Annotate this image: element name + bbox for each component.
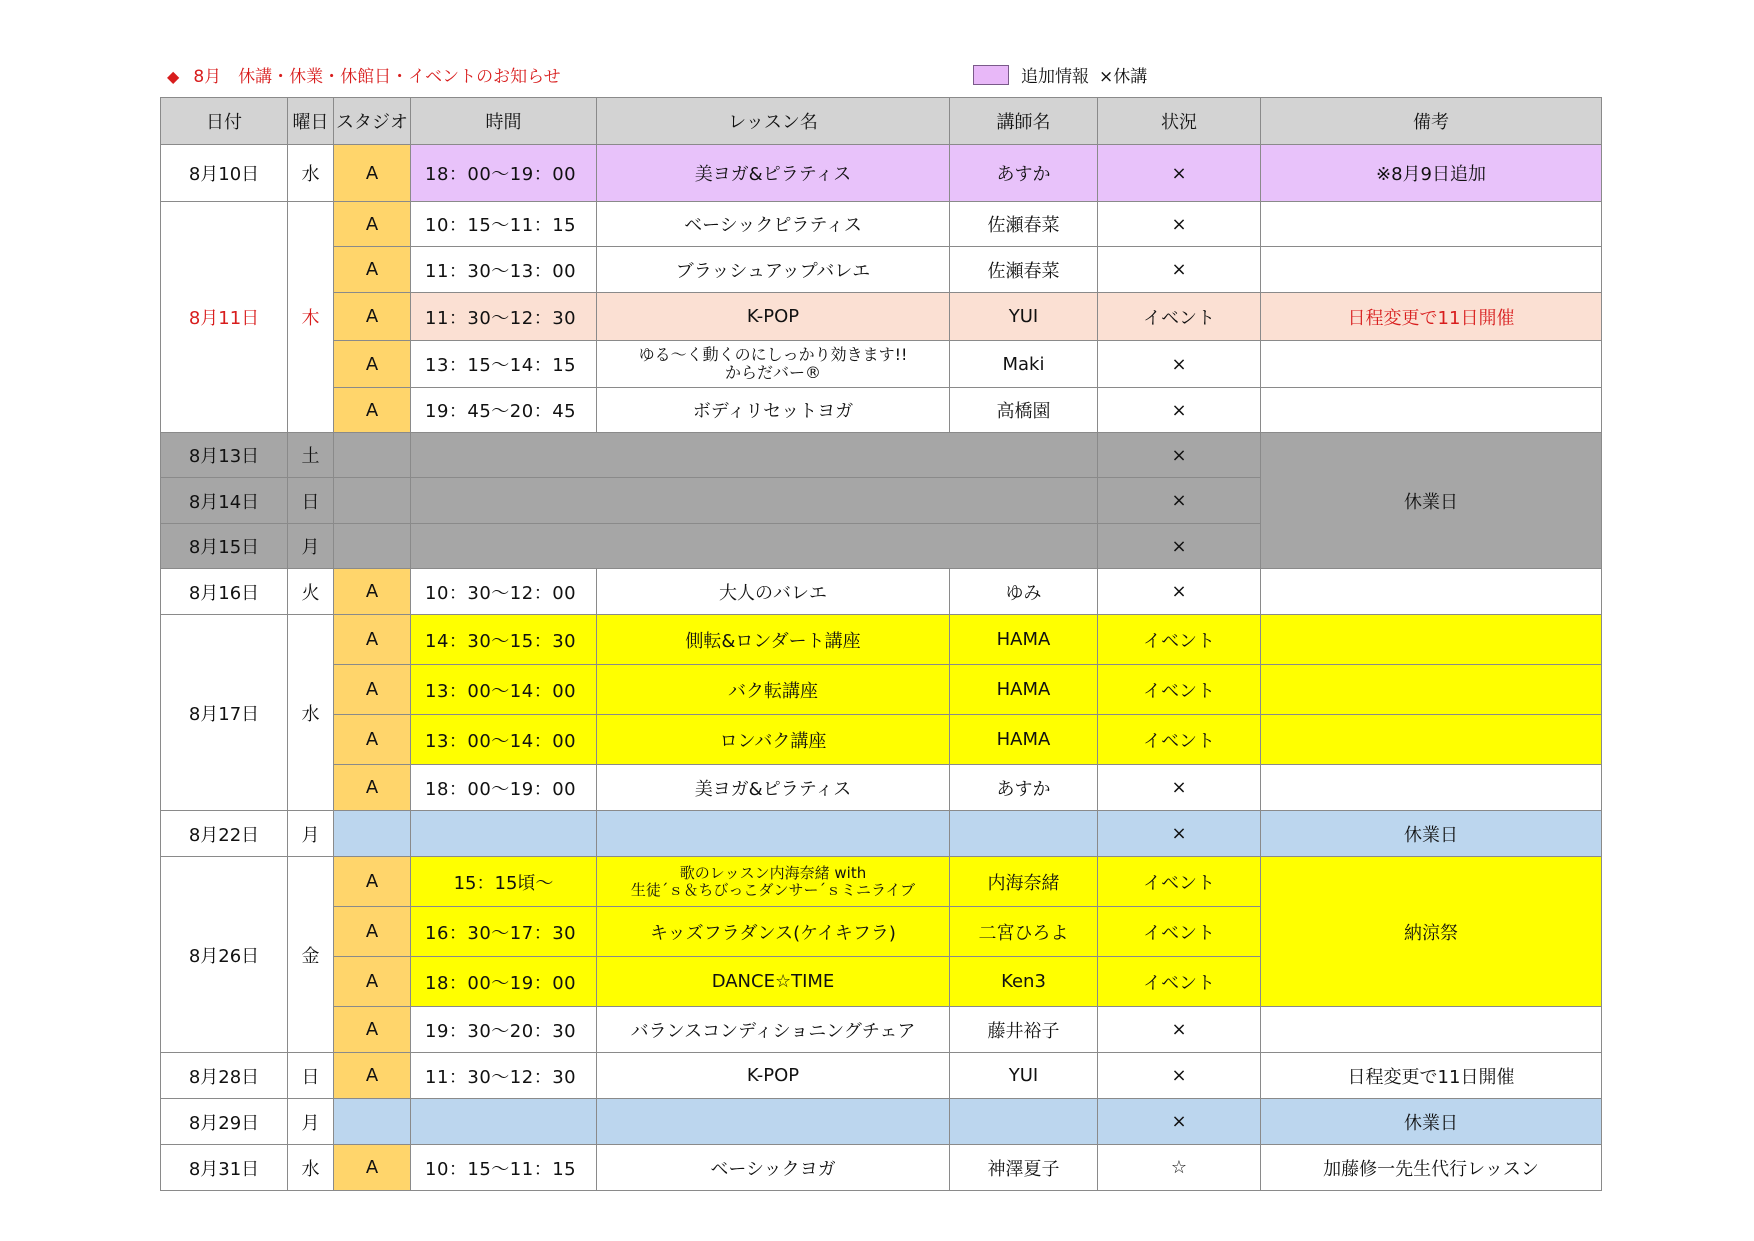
date-cell: 8月28日	[161, 1053, 288, 1099]
lesson-cell: 美ヨガ&ピラティス	[597, 145, 950, 202]
header-row	[161, 98, 1602, 145]
studio-cell: A	[334, 1145, 411, 1191]
instructor-cell: HAMA	[950, 715, 1098, 765]
time-cell: 13：00～14：00	[411, 665, 597, 715]
time-cell: 10：15～11：15	[411, 202, 597, 247]
header-studio: スタジオ	[334, 98, 411, 145]
lesson-cell: K-POP	[597, 293, 950, 341]
weekday-cell: 日	[288, 1053, 334, 1099]
status-cell: ×	[1098, 569, 1261, 615]
instructor-cell	[950, 1099, 1098, 1145]
diamond-icon: ◆	[167, 67, 180, 86]
instructor-cell: 内海奈緒	[950, 857, 1098, 907]
status-cell: ×	[1098, 478, 1261, 524]
note-cell: 日程変更で11日開催	[1261, 1053, 1602, 1099]
status-cell: ×	[1098, 1007, 1261, 1053]
page-title-text: 8月 休講・休業・休館日・イベントのお知らせ	[193, 67, 561, 87]
lesson-cell: バランスコンディショニングチェア	[597, 1007, 950, 1053]
header-instructor: 講師名	[950, 98, 1098, 145]
weekday-cell: 水	[288, 145, 334, 202]
studio-cell	[334, 1099, 411, 1145]
instructor-cell: あすか	[950, 145, 1098, 202]
lesson-cell: 大人のバレエ	[597, 569, 950, 615]
status-cell: イベント	[1098, 615, 1261, 665]
time-cell: 16：30～17：30	[411, 907, 597, 957]
status-cell: ×	[1098, 341, 1261, 388]
lesson-cell: ベーシックピラティス	[597, 202, 950, 247]
status-cell: イベント	[1098, 293, 1261, 341]
studio-cell	[334, 478, 411, 524]
table-row	[161, 1145, 1602, 1191]
studio-cell: A	[334, 247, 411, 293]
note-cell: 休業日	[1261, 1099, 1602, 1145]
date-cell: 8月17日	[161, 615, 288, 811]
studio-cell	[334, 524, 411, 569]
time-cell: 13：00～14：00	[411, 715, 597, 765]
instructor-cell: あすか	[950, 765, 1098, 811]
instructor-cell	[950, 811, 1098, 857]
table-row	[161, 247, 1602, 293]
blank-cell	[411, 478, 1098, 524]
table-row	[161, 665, 1602, 715]
lesson-line-2: 生徒´ｓ＆ちびっこダンサー´ｓミニライブ	[630, 880, 916, 899]
instructor-cell: YUI	[950, 293, 1098, 341]
table-row	[161, 388, 1602, 433]
studio-cell: A	[334, 857, 411, 907]
studio-cell	[334, 811, 411, 857]
time-cell	[411, 1099, 597, 1145]
studio-cell: A	[334, 388, 411, 433]
lesson-cell: バク転講座	[597, 665, 950, 715]
weekday-cell: 水	[288, 615, 334, 811]
weekday-cell: 水	[288, 1145, 334, 1191]
date-cell: 8月14日	[161, 478, 288, 524]
time-cell: 11：30～12：30	[411, 1053, 597, 1099]
status-cell: ×	[1098, 811, 1261, 857]
lesson-cell	[597, 811, 950, 857]
status-cell: ☆	[1098, 1145, 1261, 1191]
studio-cell: A	[334, 341, 411, 388]
time-cell: 15：15頃～	[411, 857, 597, 907]
note-cell	[1261, 615, 1602, 665]
status-cell: イベント	[1098, 857, 1261, 907]
time-cell: 10：15～11：15	[411, 1145, 597, 1191]
table-row	[161, 1053, 1602, 1099]
note-cell: ※8月9日追加	[1261, 145, 1602, 202]
note-cell	[1261, 715, 1602, 765]
instructor-cell: 二宮ひろよ	[950, 907, 1098, 957]
header-note: 備考	[1261, 98, 1602, 145]
table-row	[161, 615, 1602, 665]
lesson-cell: DANCE☆TIME	[597, 957, 950, 1007]
instructor-cell: 佐瀬春菜	[950, 247, 1098, 293]
lesson-cell: 側転&ロンダート講座	[597, 615, 950, 665]
date-cell: 8月13日	[161, 433, 288, 478]
status-cell: ×	[1098, 202, 1261, 247]
table-row	[161, 1007, 1602, 1053]
date-cell: 8月16日	[161, 569, 288, 615]
schedule-table	[160, 97, 1602, 1191]
weekday-cell: 火	[288, 569, 334, 615]
note-cell	[1261, 665, 1602, 715]
time-cell: 18：00～19：00	[411, 765, 597, 811]
legend-mark-label: ×休講	[1099, 67, 1148, 87]
studio-cell: A	[334, 202, 411, 247]
status-cell: ×	[1098, 388, 1261, 433]
date-cell: 8月22日	[161, 811, 288, 857]
time-cell: 18：00～19：00	[411, 957, 597, 1007]
table-row	[161, 569, 1602, 615]
note-cell	[1261, 202, 1602, 247]
lesson-line-1: 歌のレッスン内海奈緒 with	[679, 863, 867, 882]
legend-swatch-label: 追加情報	[1021, 67, 1089, 87]
time-cell: 18：00～19：00	[411, 145, 597, 202]
studio-cell: A	[334, 615, 411, 665]
blank-cell	[411, 433, 1098, 478]
lesson-cell	[597, 341, 950, 388]
time-cell	[411, 811, 597, 857]
instructor-cell: 藤井裕子	[950, 1007, 1098, 1053]
legend-swatch	[973, 65, 1009, 85]
note-cell	[1261, 388, 1602, 433]
instructor-cell: Maki	[950, 341, 1098, 388]
header-lesson: レッスン名	[597, 98, 950, 145]
instructor-cell: YUI	[950, 1053, 1098, 1099]
table-row	[161, 857, 1602, 907]
weekday-cell: 月	[288, 524, 334, 569]
studio-cell: A	[334, 765, 411, 811]
header-date: 日付	[161, 98, 288, 145]
weekday-cell: 金	[288, 857, 334, 1053]
instructor-cell: 神澤夏子	[950, 1145, 1098, 1191]
instructor-cell: 高橋園	[950, 388, 1098, 433]
note-cell	[1261, 341, 1602, 388]
lesson-cell: ロンバク講座	[597, 715, 950, 765]
lesson-cell: 美ヨガ&ピラティス	[597, 765, 950, 811]
note-cell: 休業日	[1261, 811, 1602, 857]
date-cell: 8月15日	[161, 524, 288, 569]
studio-cell: A	[334, 957, 411, 1007]
header-time: 時間	[411, 98, 597, 145]
instructor-cell: ゆみ	[950, 569, 1098, 615]
table-row	[161, 1099, 1602, 1145]
header-weekday: 曜日	[288, 98, 334, 145]
lesson-cell: K-POP	[597, 1053, 950, 1099]
note-cell: 納涼祭	[1261, 857, 1602, 1007]
date-cell: 8月10日	[161, 145, 288, 202]
legend	[973, 62, 1147, 87]
time-cell: 11：30～13：00	[411, 247, 597, 293]
studio-cell	[334, 433, 411, 478]
date-cell: 8月26日	[161, 857, 288, 1053]
lesson-cell: ボディリセットヨガ	[597, 388, 950, 433]
time-cell: 10：30～12：00	[411, 569, 597, 615]
note-cell	[1261, 1007, 1602, 1053]
time-cell: 19：45～20：45	[411, 388, 597, 433]
date-cell: 8月11日	[161, 202, 288, 433]
weekday-cell: 月	[288, 1099, 334, 1145]
studio-cell: A	[334, 145, 411, 202]
note-cell: 休業日	[1261, 433, 1602, 569]
table-row	[161, 202, 1602, 247]
page-title	[167, 62, 561, 87]
lesson-line-2: からだバー®	[724, 363, 821, 382]
date-cell: 8月29日	[161, 1099, 288, 1145]
note-cell	[1261, 569, 1602, 615]
instructor-cell: Ken3	[950, 957, 1098, 1007]
lesson-cell: ベーシックヨガ	[597, 1145, 950, 1191]
instructor-cell: HAMA	[950, 615, 1098, 665]
status-cell: イベント	[1098, 665, 1261, 715]
status-cell: ×	[1098, 433, 1261, 478]
table-row	[161, 145, 1602, 202]
status-cell: ×	[1098, 145, 1261, 202]
studio-cell: A	[334, 715, 411, 765]
time-cell: 13：15～14：15	[411, 341, 597, 388]
lesson-cell	[597, 857, 950, 907]
table-row	[161, 341, 1602, 388]
studio-cell: A	[334, 293, 411, 341]
note-cell: 日程変更で11日開催	[1261, 293, 1602, 341]
time-cell: 11：30～12：30	[411, 293, 597, 341]
status-cell: イベント	[1098, 957, 1261, 1007]
lesson-cell: キッズフラダンス(ケイキフラ)	[597, 907, 950, 957]
status-cell: イベント	[1098, 715, 1261, 765]
note-cell: 加藤修一先生代行レッスン	[1261, 1145, 1602, 1191]
table-row	[161, 715, 1602, 765]
weekday-cell: 木	[288, 202, 334, 433]
instructor-cell: HAMA	[950, 665, 1098, 715]
blank-cell	[411, 524, 1098, 569]
studio-cell: A	[334, 907, 411, 957]
status-cell: イベント	[1098, 907, 1261, 957]
header-status: 状況	[1098, 98, 1261, 145]
studio-cell: A	[334, 665, 411, 715]
note-cell	[1261, 765, 1602, 811]
lesson-line-1: ゆる～く動くのにしっかり効きます!!	[638, 345, 908, 364]
table-row	[161, 765, 1602, 811]
table-row	[161, 811, 1602, 857]
table-row	[161, 433, 1602, 478]
weekday-cell: 月	[288, 811, 334, 857]
instructor-cell: 佐瀬春菜	[950, 202, 1098, 247]
weekday-cell: 日	[288, 478, 334, 524]
studio-cell: A	[334, 1007, 411, 1053]
time-cell: 14：30～15：30	[411, 615, 597, 665]
lesson-cell	[597, 1099, 950, 1145]
weekday-cell: 土	[288, 433, 334, 478]
studio-cell: A	[334, 569, 411, 615]
date-cell: 8月31日	[161, 1145, 288, 1191]
status-cell: ×	[1098, 1053, 1261, 1099]
table-row	[161, 293, 1602, 341]
studio-cell: A	[334, 1053, 411, 1099]
time-cell: 19：30～20：30	[411, 1007, 597, 1053]
note-cell	[1261, 247, 1602, 293]
status-cell: ×	[1098, 1099, 1261, 1145]
status-cell: ×	[1098, 247, 1261, 293]
lesson-cell: ブラッシュアップバレエ	[597, 247, 950, 293]
status-cell: ×	[1098, 765, 1261, 811]
status-cell: ×	[1098, 524, 1261, 569]
